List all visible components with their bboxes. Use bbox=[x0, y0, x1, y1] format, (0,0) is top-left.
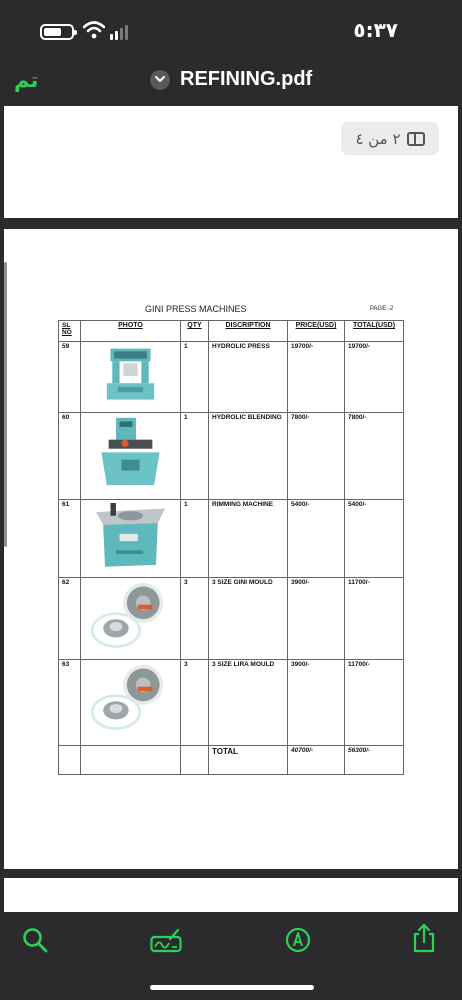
cell-qty: 3 bbox=[181, 660, 209, 746]
pdf-page-3 bbox=[4, 878, 458, 912]
cell-total: 7800/- bbox=[345, 413, 404, 500]
column-header: DISCRIPTION bbox=[209, 321, 288, 342]
column-header: SL NO bbox=[59, 321, 81, 342]
column-header: TOTAL(USD) bbox=[345, 321, 404, 342]
cell-sl: 59 bbox=[59, 342, 81, 413]
hydraulic-blending-image bbox=[85, 416, 176, 489]
cell-price: 7800/- bbox=[288, 413, 345, 500]
cell-description: 3 SIZE LIRA MOULD bbox=[209, 660, 288, 746]
empty-cell bbox=[59, 746, 81, 775]
document-title-menu[interactable] bbox=[150, 68, 312, 91]
cell-sl: 60 bbox=[59, 413, 81, 500]
total-price: 40700/- bbox=[288, 746, 345, 775]
table-row bbox=[59, 342, 404, 413]
table-row bbox=[59, 500, 404, 578]
cell-photo bbox=[81, 342, 181, 413]
total-row bbox=[59, 746, 404, 775]
total-label: TOTAL bbox=[209, 746, 288, 775]
cell-total: 11700/- bbox=[345, 660, 404, 746]
total-amount: 56300/- bbox=[345, 746, 404, 775]
table-row bbox=[59, 578, 404, 660]
cell-sl: 63 bbox=[59, 660, 81, 746]
hydraulic-press-image bbox=[85, 345, 176, 403]
cell-photo bbox=[81, 578, 181, 660]
cell-sl: 61 bbox=[59, 500, 81, 578]
home-indicator[interactable] bbox=[150, 985, 314, 990]
cell-photo bbox=[81, 660, 181, 746]
status-bar bbox=[0, 0, 462, 60]
signature-icon[interactable] bbox=[150, 927, 182, 953]
scroll-indicator[interactable] bbox=[4, 262, 7, 547]
cell-total: 11700/- bbox=[345, 578, 404, 660]
cell-description: 3 SIZE GINI MOULD bbox=[209, 578, 288, 660]
battery-fill bbox=[44, 28, 61, 36]
cell-price: 5400/- bbox=[288, 500, 345, 578]
document-heading: GINI PRESS MACHINES bbox=[145, 304, 247, 314]
cell-total: 19700/- bbox=[345, 342, 404, 413]
empty-cell bbox=[181, 746, 209, 775]
document-title: REFINING.pdf bbox=[180, 68, 313, 90]
cell-photo bbox=[81, 500, 181, 578]
clock: ٥:٣٧ bbox=[353, 18, 398, 42]
cell-price: 3900/- bbox=[288, 578, 345, 660]
items-table bbox=[58, 320, 404, 775]
chevron-down-icon bbox=[150, 70, 170, 90]
cell-total: 5400/- bbox=[345, 500, 404, 578]
column-header: PHOTO bbox=[81, 321, 181, 342]
gini-mould-image bbox=[85, 581, 176, 650]
column-header: QTY bbox=[181, 321, 209, 342]
rimming-machine-image bbox=[85, 503, 176, 569]
battery-icon bbox=[40, 24, 74, 40]
lira-mould-image bbox=[85, 663, 176, 732]
cell-qty: 1 bbox=[181, 500, 209, 578]
sidebar-icon bbox=[407, 132, 425, 146]
page-indicator-text: ٢ من ٤ bbox=[355, 129, 401, 148]
share-icon[interactable] bbox=[412, 923, 436, 953]
cell-description: HYDROLIC PRESS bbox=[209, 342, 288, 413]
search-icon[interactable] bbox=[22, 927, 48, 953]
table-header-row bbox=[59, 321, 404, 342]
table-row bbox=[59, 660, 404, 746]
table-row bbox=[59, 413, 404, 500]
cell-description: HYDROLIC BLENDING bbox=[209, 413, 288, 500]
cell-sl: 62 bbox=[59, 578, 81, 660]
empty-cell bbox=[81, 746, 181, 775]
page-indicator[interactable] bbox=[341, 122, 439, 155]
markup-icon[interactable] bbox=[285, 927, 311, 953]
cellular-signal-icon bbox=[110, 24, 128, 40]
document-page-label: PAGE:-2 bbox=[370, 306, 394, 312]
cell-price: 19700/- bbox=[288, 342, 345, 413]
cell-description: RIMMING MACHINE bbox=[209, 500, 288, 578]
wifi-icon bbox=[83, 21, 105, 39]
nav-bar bbox=[0, 60, 462, 104]
cell-price: 3900/- bbox=[288, 660, 345, 746]
cell-qty: 1 bbox=[181, 342, 209, 413]
cell-qty: 1 bbox=[181, 413, 209, 500]
cell-qty: 3 bbox=[181, 578, 209, 660]
cell-photo bbox=[81, 413, 181, 500]
done-button[interactable]: تم bbox=[14, 68, 39, 92]
column-header: PRICE(USD) bbox=[288, 321, 345, 342]
